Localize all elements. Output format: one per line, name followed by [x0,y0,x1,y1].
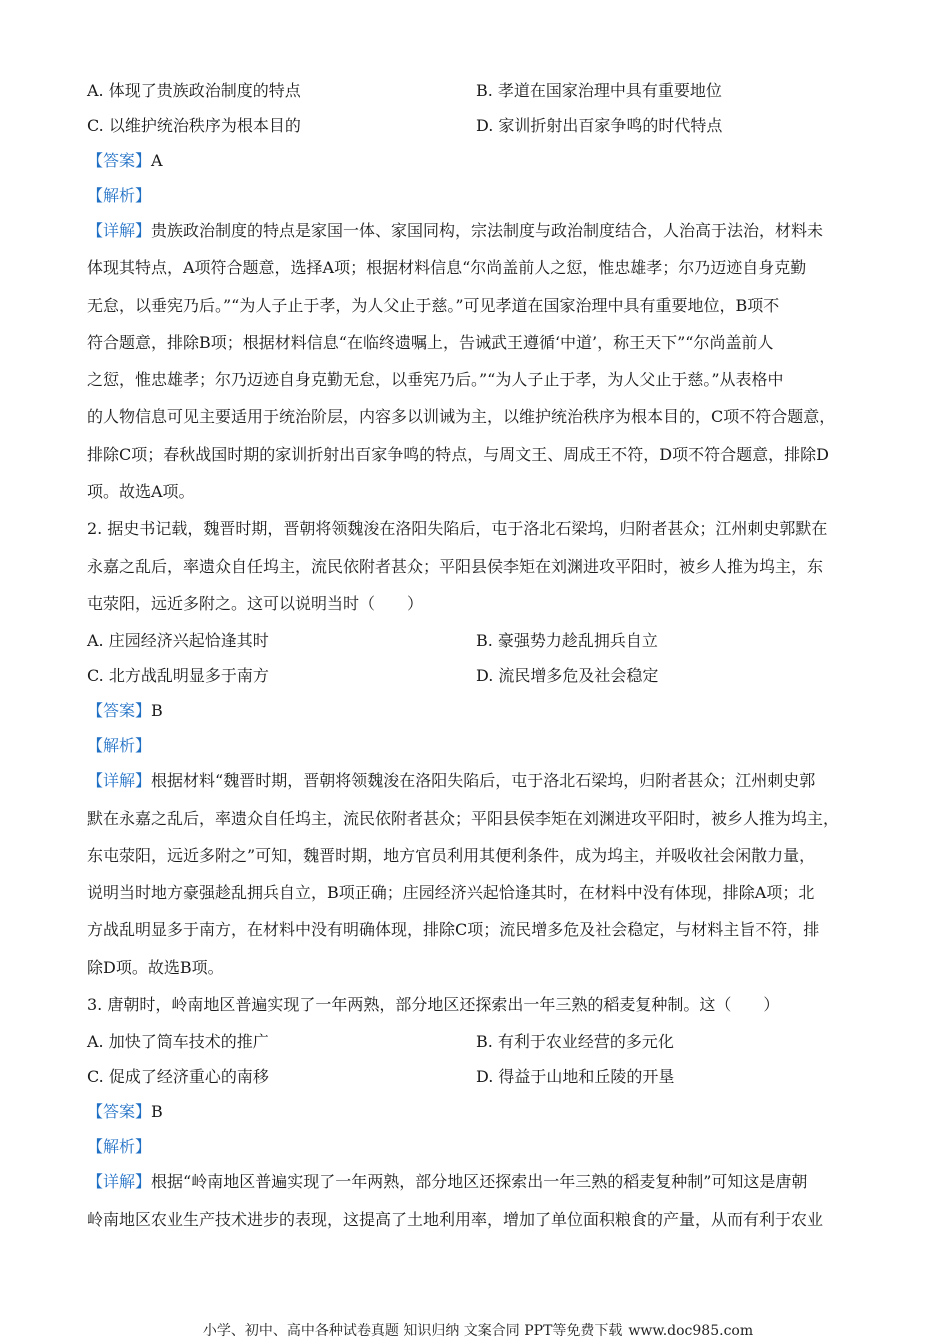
analysis-tag: 【解析】 [87,736,152,756]
question-stem-line: 永嘉之乱后，率遗众自任坞主，流民依附者甚众；平阳县侯李矩在刘渊进攻平阳时，被乡人推为坞主，东 [87,556,824,576]
answer-tag: 【答案】 [87,151,152,170]
option-b: B. 孝道在国家治理中具有重要地位 [476,81,722,100]
analysis-tag: 【解析】 [87,1137,152,1157]
detail-line: 说明当时地方豪强趁乱拥兵自立，B项正确；庄园经济兴起恰逢其时，在材料中没有体现，排除A项；北 [87,883,815,903]
answer-line [87,148,867,183]
option-d: D. 流民增多危及社会稳定 [476,666,659,686]
detail-line: 方战乱明显多于南方，在材料中没有明确体现，排除C项；流民增多危及社会稳定，与材料主旨不符，排 [87,920,820,940]
analysis-line [87,733,867,768]
question-stem-line: 3. 唐朝时，岭南地区普遍实现了一年两熟，部分地区还探索出一年三熟的稻麦复种制。这（ ） [87,995,780,1015]
page-footer [0,1320,950,1340]
detail-line: 岭南地区农业生产技术进步的表现，这提高了土地利用率，增加了单位面积粮食的产量，从而有利于农业 [87,1209,824,1229]
detail-text: 根据材料“魏晋时期，晋朝将领魏浚在洛阳失陷后，屯于洛北石梁坞，归附者甚众；江州刺史郭 [151,771,816,791]
detail-tag: 【详解】 [87,771,152,791]
detail-line: 符合题意，排除B项；根据材料信息“在临终遗嘱上，告诫武王遵循‘中道’，称王天下”“尔尚盖前人 [87,332,774,352]
detail-line [87,1169,867,1206]
detail-line: 无怠，以垂宪乃后。”“为人子止于孝，为人父止于慈。”可见孝道在国家治理中具有重要地位，B项不 [87,295,780,315]
option-a: A. 加快了筒车技术的推广 [87,1032,269,1052]
option-d: D. 得益于山地和丘陵的开垦 [476,1067,675,1087]
option-b: B. 有利于农业经营的多元化 [476,1032,674,1052]
option-a: A. 体现了贵族政治制度的特点 [87,81,301,100]
detail-line: 排除C项；春秋战国时期的家训折射出百家争鸣的特点，与周文王、周成王不符，D项不符合题意，排除D [87,444,829,464]
detail-line: 东屯荥阳，远近多附之”可知，魏晋时期，地方官员利用其便利条件，成为坞主，并吸收社会闲散力量， [87,845,816,865]
footer-text: 小学、初中、高中各种试卷真题 知识归纳 文案合同 PPT等免费下载 [202,1323,623,1339]
detail-tag: 【详解】 [87,221,152,240]
options-row [87,1029,867,1064]
answer-tag: 【答案】 [87,701,152,721]
options-row [87,1064,867,1099]
answer-value: A [151,151,163,170]
footer-link[interactable]: www.doc985.com [628,1323,754,1339]
option-c: C. 北方战乱明显多于南方 [87,666,269,686]
answer-value: B [151,1102,163,1122]
analysis-tag: 【解析】 [87,186,152,205]
analysis-line [87,183,867,218]
detail-line: 体现其特点，A项符合题意，选择A项；根据材料信息“尔尚盖前人之愆，惟忠雄孝；尔乃迈迹自身克勤 [87,258,807,278]
options-row [87,78,867,113]
detail-line: 之愆，惟忠雄孝；尔乃迈迹自身克勤无怠，以垂宪乃后。”“为人子止于孝，为人父止于慈。”从表格中 [87,370,784,390]
answer-line [87,1099,867,1134]
detail-text: 根据“岭南地区普遍实现了一年两熟，部分地区还探索出一年三熟的稻麦复种制”可知这是唐朝 [151,1172,808,1192]
answer-line [87,698,867,733]
options-row [87,663,867,698]
detail-line: 除D项。故选B项。 [87,957,224,977]
detail-line: 的人物信息可见主要适用于统治阶层，内容多以训诫为主，以维护统治秩序为根本目的，C项不符合题意， [87,407,836,427]
option-d: D. 家训折射出百家争鸣的时代特点 [476,116,723,135]
question-stem-line: 2. 据史书记载，魏晋时期，晋朝将领魏浚在洛阳失陷后，屯于洛北石梁坞，归附者甚众；江州刺史郭默在 [87,519,828,539]
detail-line [87,768,867,805]
detail-line: 项。故选A项。 [87,482,195,502]
answer-tag: 【答案】 [87,1102,152,1122]
options-row [87,628,867,663]
option-b: B. 豪强势力趁乱拥兵自立 [476,631,658,651]
analysis-line [87,1134,867,1169]
detail-text: 贵族政治制度的特点是家国一体、家国同构，宗法制度与政治制度结合，人治高于法治，材料未 [151,221,824,240]
document-page [87,78,867,1244]
option-c: C. 以维护统治秩序为根本目的 [87,116,301,135]
detail-line [87,218,867,255]
question-stem-line: 屯荥阳，远近多附之。这可以说明当时（ ） [87,593,424,613]
option-a: A. 庄园经济兴起恰逢其时 [87,631,269,651]
detail-line: 默在永嘉之乱后，率遗众自任坞主，流民依附者甚众；平阳县侯李矩在刘渊进攻平阳时，被乡人推为坞主， [87,808,840,828]
answer-value: B [151,701,163,721]
options-row [87,113,867,148]
detail-tag: 【详解】 [87,1172,152,1192]
option-c: C. 促成了经济重心的南移 [87,1067,269,1087]
